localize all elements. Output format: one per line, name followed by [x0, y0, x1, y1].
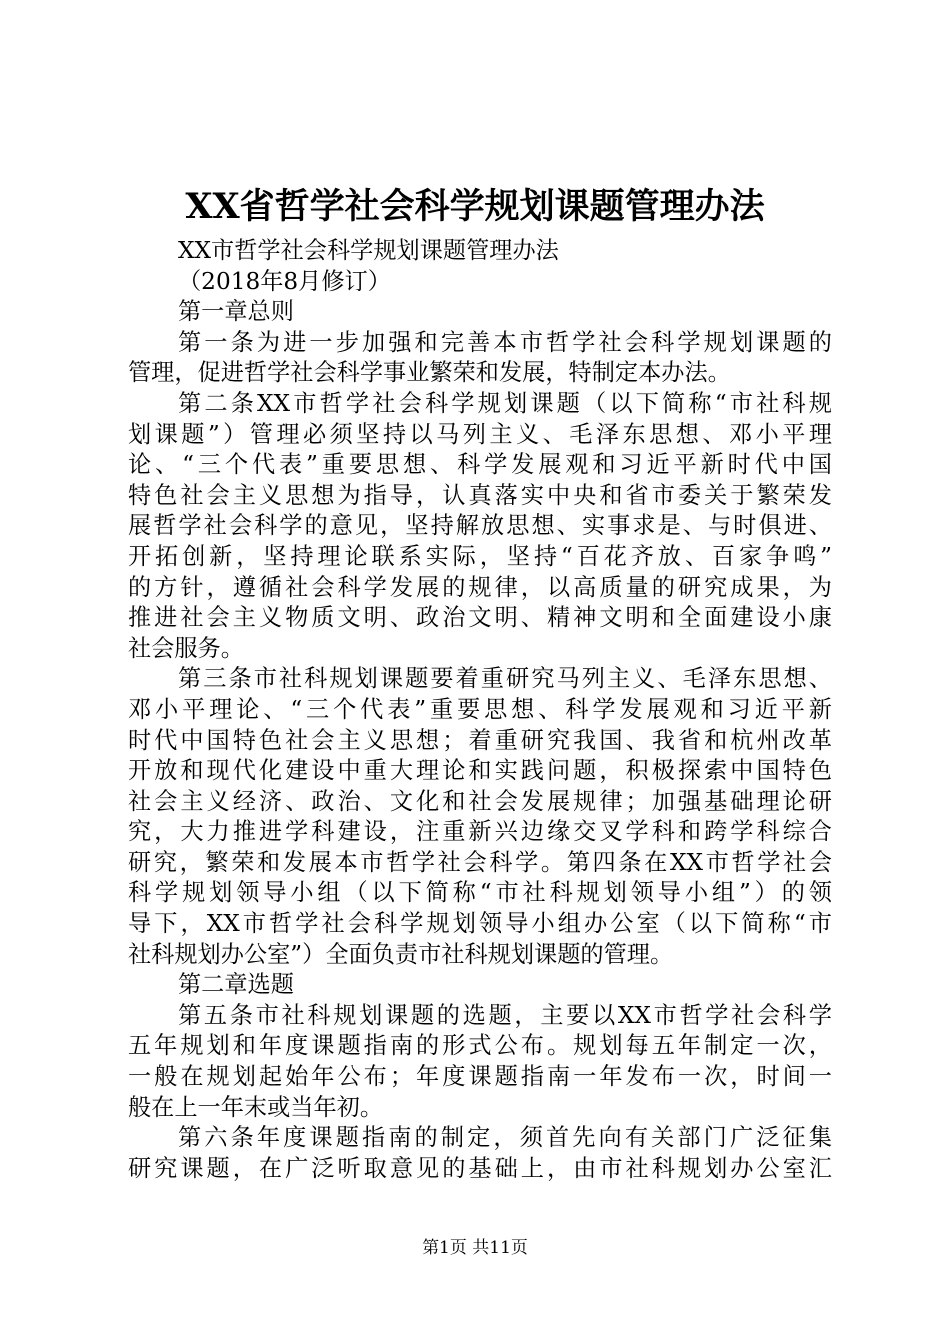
text-line: 研究课题，在广泛听取意见的基础上，由市社科规划办公室汇: [128, 1154, 832, 1182]
text-line: 管理，促进哲学社会科学事业繁荣和发展，特制定本办法。: [128, 359, 731, 387]
text-line: 社会主义经济、政治、文化和社会发展规律；加强基础理论研: [128, 787, 832, 815]
text-line: 第一章总则: [178, 298, 294, 326]
text-line: 开拓创新，坚持理论联系实际，坚持“百花齐放、百家争鸣”: [128, 542, 832, 570]
text-line: 社科规划办公室”）全面负责市社科规划课题的管理。: [128, 940, 674, 968]
text-line: 时代中国特色社会主义思想；着重研究我国、我省和杭州改革: [128, 726, 832, 754]
text-line: 第五条市社科规划课题的选题，主要以XX市哲学社会科学: [178, 1001, 832, 1029]
text-line: 导下，XX市哲学社会科学规划领导小组办公室（以下简称“市: [128, 910, 832, 938]
text-line: 社会服务。: [128, 634, 244, 662]
text-line: 究，大力推进学科建设，注重新兴边缘交叉学科和跨学科综合: [128, 818, 832, 846]
text-line: 五年规划和年度课题指南的形式公布。规划每五年制定一次，: [128, 1032, 832, 1060]
text-line: 般在上一年末或当年初。: [128, 1093, 384, 1121]
text-line: 论、“三个代表”重要思想、科学发展观和习近平新时代中国: [128, 451, 832, 479]
text-line: 第三条市社科规划课题要着重研究马列主义、毛泽东思想、: [178, 665, 832, 693]
text-line: 一般在规划起始年公布；年度课题指南一年发布一次，时间一: [128, 1063, 832, 1091]
text-line: 开放和现代化建设中重大理论和实践问题，积极探索中国特色: [128, 757, 832, 785]
text-line: 科学规划领导小组（以下简称“市社科规划领导小组”）的领: [128, 879, 832, 907]
text-line: 第一条为进一步加强和完善本市哲学社会科学规划课题的: [178, 328, 832, 356]
text-line: 研究，繁荣和发展本市哲学社会科学。第四条在XX市哲学社会: [128, 848, 832, 876]
page-footer: 第1页 共11页: [422, 1238, 528, 1258]
text-line: （2018年8月修订）: [178, 267, 391, 295]
document-body: [128, 236, 832, 1184]
text-line: XX市哲学社会科学规划课题管理办法: [178, 237, 559, 264]
text-line: 展哲学社会科学的意见，坚持解放思想、实事求是、与时俱进、: [128, 512, 832, 540]
text-line: 的方针，遵循社会科学发展的规律，以高质量的研究成果，为: [128, 573, 832, 601]
text-line: 第二章选题: [178, 971, 294, 999]
text-line: 推进社会主义物质文明、政治文明、精神文明和全面建设小康: [128, 604, 832, 632]
text-line: 第二条XX市哲学社会科学规划课题（以下简称“市社科规: [178, 389, 832, 417]
text-line: 邓小平理论、“三个代表”重要思想、科学发展观和习近平新: [128, 695, 832, 723]
text-line: 特色社会主义思想为指导，认真落实中央和省市委关于繁荣发: [128, 481, 832, 509]
text-line: 划课题”）管理必须坚持以马列主义、毛泽东思想、邓小平理: [128, 420, 832, 448]
text-line: 第六条年度课题指南的制定，须首先向有关部门广泛征集: [178, 1124, 832, 1152]
document-title: XX省哲学社会科学规划课题管理办法: [185, 186, 765, 227]
